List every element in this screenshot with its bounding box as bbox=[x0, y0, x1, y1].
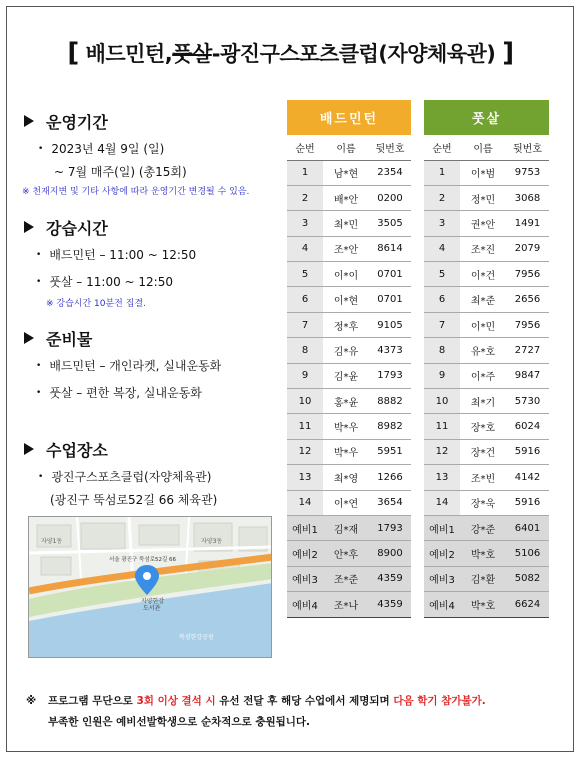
place-line-1: • 광진구스포츠클럽(자양체육관) bbox=[38, 470, 212, 484]
row-phone-suffix: 2656 bbox=[506, 287, 549, 312]
row-number: 2 bbox=[424, 185, 460, 210]
period-note: ※ 천재지변 및 기타 사항에 따라 운영기간 변경될 수 있음. bbox=[22, 187, 250, 197]
row-name: 조*안 bbox=[323, 236, 369, 261]
bullet-dot-icon: • bbox=[38, 472, 44, 482]
row-number: 6 bbox=[424, 287, 460, 312]
row-phone-suffix: 9105 bbox=[369, 312, 411, 337]
row-number: 10 bbox=[287, 389, 323, 414]
footer-line-2: 부족한 인원은 예비선발학생으로 순차적으로 충원됩니다. bbox=[48, 716, 311, 728]
row-phone-suffix: 1266 bbox=[369, 465, 411, 490]
table-row bbox=[424, 338, 549, 363]
row-phone-suffix: 5916 bbox=[506, 490, 549, 515]
section-heading-time: 강습시간 bbox=[24, 216, 108, 239]
row-name: 최*민 bbox=[323, 211, 369, 236]
table-row bbox=[424, 541, 549, 566]
row-name: 안*후 bbox=[323, 541, 369, 566]
row-name: 이*범 bbox=[460, 160, 506, 185]
triangle-bullet-icon bbox=[24, 443, 34, 455]
row-name: 이*이 bbox=[323, 262, 369, 287]
row-number: 1 bbox=[424, 160, 460, 185]
table-row bbox=[424, 287, 549, 312]
row-name: 김*환 bbox=[460, 566, 506, 591]
row-number: 2 bbox=[287, 185, 323, 210]
period-line-2: ~ 7월 매주(일) (총15회) bbox=[54, 165, 187, 179]
row-number: 8 bbox=[424, 338, 460, 363]
section-heading-period: 운영기간 bbox=[24, 110, 108, 133]
section-heading-supplies: 준비물 bbox=[24, 327, 92, 350]
svg-text:자양1동: 자양1동 bbox=[41, 538, 63, 545]
table-row bbox=[287, 515, 411, 540]
table-row bbox=[424, 414, 549, 439]
table-row bbox=[424, 312, 549, 337]
triangle-bullet-icon bbox=[24, 115, 34, 127]
row-number: 14 bbox=[287, 490, 323, 515]
row-number: 3 bbox=[424, 211, 460, 236]
row-name: 조*빈 bbox=[460, 465, 506, 490]
row-name: 조*나 bbox=[323, 592, 369, 617]
bullet-dot-icon: • bbox=[36, 361, 42, 371]
row-name: 권*안 bbox=[460, 211, 506, 236]
row-number: 예비3 bbox=[287, 566, 323, 591]
table-row bbox=[287, 287, 411, 312]
bullet-dot-icon: • bbox=[36, 277, 42, 287]
row-number: 1 bbox=[287, 160, 323, 185]
time-line-1: • 배드민턴 – 11:00 ~ 12:50 bbox=[36, 248, 197, 262]
row-name: 정*민 bbox=[460, 185, 506, 210]
row-name: 조*진 bbox=[460, 236, 506, 261]
column-header-number: 순번 bbox=[287, 135, 323, 160]
row-number: 12 bbox=[287, 439, 323, 464]
row-name: 장*건 bbox=[460, 439, 506, 464]
row-phone-suffix: 6401 bbox=[506, 515, 549, 540]
row-number: 14 bbox=[424, 490, 460, 515]
triangle-bullet-icon bbox=[24, 221, 34, 233]
row-phone-suffix: 5082 bbox=[506, 566, 549, 591]
row-phone-suffix: 4142 bbox=[506, 465, 549, 490]
supplies-line-2: • 풋살 – 편한 복장, 실내운동화 bbox=[36, 386, 202, 400]
row-name: 이*민 bbox=[460, 312, 506, 337]
row-name: 이*연 bbox=[323, 490, 369, 515]
table-row bbox=[424, 592, 549, 617]
bullet-dot-icon: • bbox=[36, 388, 42, 398]
row-number: 9 bbox=[424, 363, 460, 388]
table-row bbox=[287, 312, 411, 337]
row-name: 남*현 bbox=[323, 160, 369, 185]
row-name: 홍*윤 bbox=[323, 389, 369, 414]
table-row bbox=[287, 490, 411, 515]
title-bracket-close: ] bbox=[502, 38, 514, 68]
table-row bbox=[287, 389, 411, 414]
column-header-name: 이름 bbox=[323, 135, 369, 160]
row-phone-suffix: 0200 bbox=[369, 185, 411, 210]
row-phone-suffix: 0701 bbox=[369, 262, 411, 287]
table-row bbox=[424, 439, 549, 464]
row-phone-suffix: 4359 bbox=[369, 566, 411, 591]
row-name: 조*준 bbox=[323, 566, 369, 591]
table-row bbox=[424, 363, 549, 388]
row-name: 김*재 bbox=[323, 515, 369, 540]
row-phone-suffix: 3505 bbox=[369, 211, 411, 236]
time-line-2: • 풋살 – 11:00 ~ 12:50 bbox=[36, 275, 173, 289]
futsal-table-header: 풋살 bbox=[424, 100, 549, 135]
row-number: 11 bbox=[287, 414, 323, 439]
table-row bbox=[424, 465, 549, 490]
reference-mark-icon: ※ bbox=[26, 695, 37, 707]
svg-text:자양3동: 자양3동 bbox=[201, 538, 223, 545]
row-phone-suffix: 5916 bbox=[506, 439, 549, 464]
row-name: 박*우 bbox=[323, 439, 369, 464]
time-note: ※ 강습시간 10분전 집결. bbox=[46, 299, 146, 309]
page-title bbox=[0, 38, 581, 68]
row-number: 4 bbox=[287, 236, 323, 261]
futsal-roster-table bbox=[424, 100, 549, 618]
table-row bbox=[424, 262, 549, 287]
row-name: 박*우 bbox=[323, 414, 369, 439]
table-row bbox=[287, 236, 411, 261]
row-phone-suffix: 2079 bbox=[506, 236, 549, 261]
svg-text:자양한강: 자양한강 bbox=[141, 598, 165, 605]
title-part-venue: -광진구스포츠클럽(자양체육관) bbox=[211, 42, 496, 66]
row-phone-suffix: 9753 bbox=[506, 160, 549, 185]
table-row bbox=[424, 389, 549, 414]
table-row bbox=[287, 160, 411, 185]
row-phone-suffix: 5106 bbox=[506, 541, 549, 566]
row-phone-suffix: 2354 bbox=[369, 160, 411, 185]
svg-text:뚝섬한강공원: 뚝섬한강공원 bbox=[179, 634, 214, 641]
svg-text:도서관: 도서관 bbox=[143, 605, 161, 612]
row-phone-suffix: 6624 bbox=[506, 592, 549, 617]
row-name: 김*유 bbox=[323, 338, 369, 363]
table-row bbox=[287, 262, 411, 287]
badminton-table-header: 배드민턴 bbox=[287, 100, 411, 135]
title-part-badminton: 배드민턴, bbox=[85, 42, 173, 66]
row-number: 11 bbox=[424, 414, 460, 439]
map-graphic bbox=[29, 517, 272, 658]
row-phone-suffix: 8614 bbox=[369, 236, 411, 261]
row-number: 4 bbox=[424, 236, 460, 261]
row-phone-suffix: 5951 bbox=[369, 439, 411, 464]
row-phone-suffix: 4359 bbox=[369, 592, 411, 617]
row-phone-suffix: 3654 bbox=[369, 490, 411, 515]
column-header-phone-suffix: 뒷번호 bbox=[369, 135, 411, 160]
table-row bbox=[287, 592, 411, 617]
row-phone-suffix: 8982 bbox=[369, 414, 411, 439]
row-name: 이*현 bbox=[323, 287, 369, 312]
row-number: 8 bbox=[287, 338, 323, 363]
table-row bbox=[424, 515, 549, 540]
row-name: 박*호 bbox=[460, 592, 506, 617]
row-number: 예비2 bbox=[424, 541, 460, 566]
row-phone-suffix: 4373 bbox=[369, 338, 411, 363]
row-number: 예비4 bbox=[424, 592, 460, 617]
row-name: 강*준 bbox=[460, 515, 506, 540]
supplies-line-1: • 배드민턴 – 개인라켓, 실내운동화 bbox=[36, 359, 222, 373]
row-name: 장*호 bbox=[460, 414, 506, 439]
row-phone-suffix: 7956 bbox=[506, 312, 549, 337]
row-name: 최*기 bbox=[460, 389, 506, 414]
column-header-phone-suffix: 뒷번호 bbox=[506, 135, 549, 160]
bullet-dot-icon: • bbox=[36, 250, 42, 260]
table-row bbox=[287, 414, 411, 439]
row-phone-suffix: 0701 bbox=[369, 287, 411, 312]
triangle-bullet-icon bbox=[24, 332, 34, 344]
table-row bbox=[424, 211, 549, 236]
row-number: 예비1 bbox=[287, 515, 323, 540]
warning-absence: 3회 이상 결석 시 bbox=[136, 695, 216, 707]
row-phone-suffix: 6024 bbox=[506, 414, 549, 439]
row-number: 13 bbox=[287, 465, 323, 490]
column-header-number: 순번 bbox=[424, 135, 460, 160]
row-phone-suffix: 1491 bbox=[506, 211, 549, 236]
table-row bbox=[287, 439, 411, 464]
table-row bbox=[424, 236, 549, 261]
table-row bbox=[287, 566, 411, 591]
row-name: 이*주 bbox=[460, 363, 506, 388]
row-name: 김*윤 bbox=[323, 363, 369, 388]
row-name: 유*호 bbox=[460, 338, 506, 363]
row-number: 5 bbox=[287, 262, 323, 287]
row-phone-suffix: 8900 bbox=[369, 541, 411, 566]
row-phone-suffix: 7956 bbox=[506, 262, 549, 287]
title-bracket-open: [ bbox=[67, 38, 79, 68]
row-name: 이*건 bbox=[460, 262, 506, 287]
row-number: 12 bbox=[424, 439, 460, 464]
table-row bbox=[424, 490, 549, 515]
row-number: 예비4 bbox=[287, 592, 323, 617]
table-row bbox=[424, 160, 549, 185]
footer-line-1: ※ 프로그램 무단으로 3회 이상 결석 시 유선 전달 후 해당 수업에서 제명되며 다음 학기 참가불가. bbox=[26, 691, 486, 712]
table-row bbox=[287, 185, 411, 210]
row-name: 정*후 bbox=[323, 312, 369, 337]
row-number: 예비3 bbox=[424, 566, 460, 591]
table-row bbox=[424, 185, 549, 210]
table-row bbox=[287, 211, 411, 236]
column-header-name: 이름 bbox=[460, 135, 506, 160]
row-phone-suffix: 9847 bbox=[506, 363, 549, 388]
row-phone-suffix: 2727 bbox=[506, 338, 549, 363]
section-heading-place: 수업장소 bbox=[24, 438, 108, 461]
footer-notice bbox=[26, 691, 486, 733]
bullet-dot-icon: • bbox=[38, 144, 44, 154]
row-number: 5 bbox=[424, 262, 460, 287]
row-name: 박*호 bbox=[460, 541, 506, 566]
row-number: 6 bbox=[287, 287, 323, 312]
row-number: 7 bbox=[424, 312, 460, 337]
warning-ban: 다음 학기 참가불가. bbox=[393, 695, 486, 707]
row-number: 예비1 bbox=[424, 515, 460, 540]
row-name: 최*준 bbox=[460, 287, 506, 312]
row-phone-suffix: 5730 bbox=[506, 389, 549, 414]
row-phone-suffix: 8882 bbox=[369, 389, 411, 414]
row-name: 최*영 bbox=[323, 465, 369, 490]
row-number: 예비2 bbox=[287, 541, 323, 566]
row-name: 장*욱 bbox=[460, 490, 506, 515]
row-name: 배*안 bbox=[323, 185, 369, 210]
row-number: 13 bbox=[424, 465, 460, 490]
row-phone-suffix: 3068 bbox=[506, 185, 549, 210]
place-line-2: (광진구 뚝섬로52길 66 체육관) bbox=[50, 493, 218, 507]
table-row bbox=[287, 465, 411, 490]
row-number: 3 bbox=[287, 211, 323, 236]
table-row bbox=[287, 541, 411, 566]
svg-text:서울 광진구 뚝섬로52길 66: 서울 광진구 뚝섬로52길 66 bbox=[109, 557, 177, 563]
row-number: 7 bbox=[287, 312, 323, 337]
row-phone-suffix: 1793 bbox=[369, 515, 411, 540]
badminton-roster-table bbox=[287, 100, 411, 618]
row-phone-suffix: 1793 bbox=[369, 363, 411, 388]
row-number: 9 bbox=[287, 363, 323, 388]
location-map[interactable] bbox=[28, 516, 272, 658]
table-row bbox=[424, 566, 549, 591]
title-part-futsal: 풋살 bbox=[172, 42, 212, 66]
table-row bbox=[287, 363, 411, 388]
table-row bbox=[287, 338, 411, 363]
row-number: 10 bbox=[424, 389, 460, 414]
period-line-1: • 2023년 4월 9일 (일) bbox=[38, 142, 165, 156]
